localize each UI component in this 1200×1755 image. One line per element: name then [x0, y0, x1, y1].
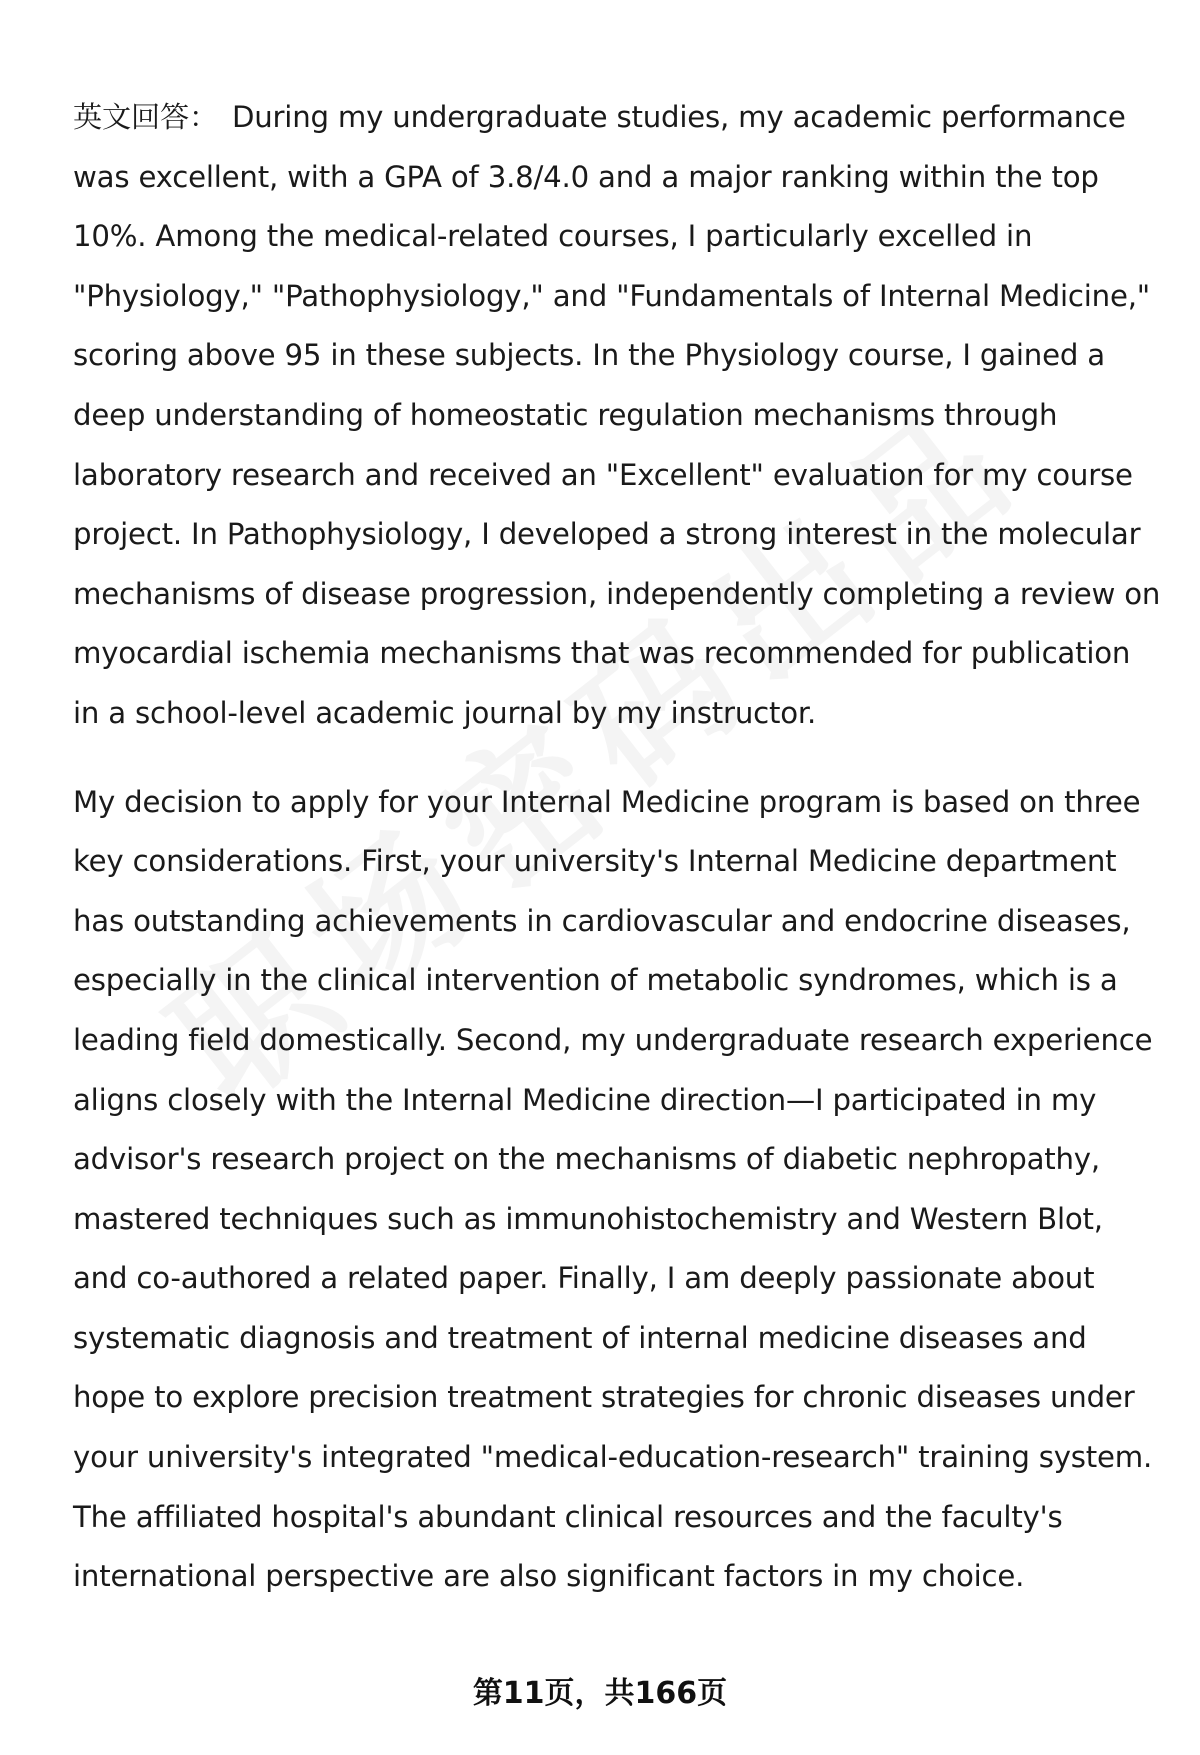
paragraph-academic-performance: [73, 88, 1163, 744]
document-body: [73, 88, 1163, 1607]
page-number-footer: 第11页，共166页: [472, 1676, 728, 1711]
answer-label: 英文回答：: [73, 100, 218, 134]
paragraph-text: My decision to apply for your Internal Medicine program is based on three key considerations. First, your university's Internal Medicine department has outstanding achievements in cardiovascular and endocrine diseases, especially in the clinical intervention of metabolic syndromes, which is a leading field domestically. Second, my undergraduate research experience aligns closely with the Internal Medicine direction—I participated in my advisor's research project on the mechanisms of diabetic nephropathy, mastered techniques such as immunohistochemistry and Western Blot, and co-authored a related paper. Finally, I am deeply passionate about systematic diagnosis and treatment of internal medicine diseases and hope to explore precision treatment strategies for chronic diseases under your university's integrated "medical-education-research" training system. The affiliated hospital's abundant clinical resources and the faculty's international perspective are also significant factors in my choice.: [73, 784, 1153, 1594]
paragraph-application-reasons: [73, 773, 1163, 1607]
paragraph-text: During my undergraduate studies, my academic performance was excellent, with a GPA of 3.8/4.0 and a major ranking within the top 10%. Among the medical-related courses, I particularly excelled in "Physiology," "Pathophysiology," and "Fundamentals of Internal Medicine," scoring above 95 in these subjects. In the Physiology course, I gained a deep understanding of homeostatic regulation mechanisms through laboratory research and received an "Excellent" evaluation for my course project. In Pathophysiology, I developed a strong interest in the molecular mechanisms of disease progression, independently completing a review on myocardial ischemia mechanisms that was recommended for publication in a school-level academic journal by my instructor.: [73, 100, 1161, 730]
